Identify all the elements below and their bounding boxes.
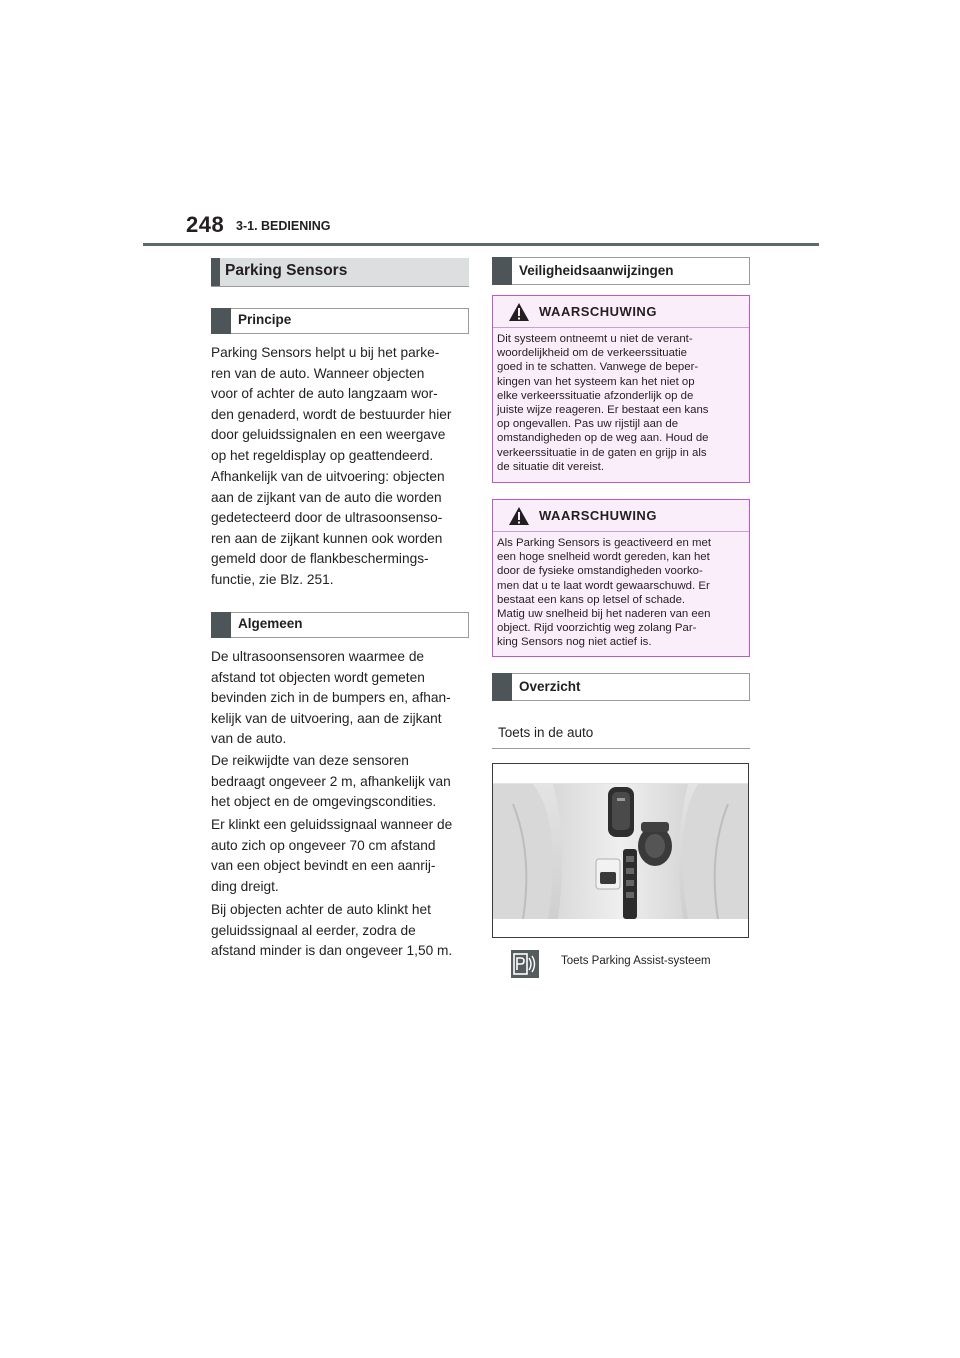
text-line: bestaat een kans op letsel of schade. xyxy=(497,593,686,606)
heading-bar xyxy=(492,257,512,285)
center-console-photo xyxy=(492,763,749,938)
text-line: een hoge snelheid wordt gereden, kan het xyxy=(497,551,710,564)
text-line: afstand tot objecten wordt gemeten xyxy=(211,669,425,685)
caption-parking-assist: Toets Parking Assist-systeem xyxy=(561,955,711,967)
text-line: bevinden zich in de bumpers en, afhan- xyxy=(211,690,451,705)
text-line: De ultrasoonsensoren waarmee de xyxy=(211,649,425,664)
heading-bar xyxy=(211,258,220,286)
parking-assist-button-icon xyxy=(511,950,539,978)
heading-rule xyxy=(492,748,750,749)
center-console-illustration xyxy=(493,764,748,937)
text-line: Afhankelijk van de uitvoering: objecten xyxy=(211,469,445,484)
paragraph-algemeen-2 xyxy=(211,751,476,813)
text-line: door de fysieke omstandigheden voorko- xyxy=(497,565,703,578)
text-line: door geluidssignalen en een weergave xyxy=(211,427,446,442)
paragraph-algemeen-4 xyxy=(211,900,476,962)
heading-text: Overzicht xyxy=(519,679,581,694)
section-title: 3-1. BEDIENING xyxy=(236,219,331,233)
text-line: voor of achter de auto langzaam wor- xyxy=(211,386,438,401)
text-line: omstandigheden op de weg aan. Houd de xyxy=(497,432,709,445)
text-line: ren aan de zijkant kunnen ook worden xyxy=(211,530,443,546)
text-line: gedetecteerd door de ultrasoonsenso- xyxy=(211,510,443,525)
text-line: juiste wijze reageren. Er bestaat een kans xyxy=(497,404,709,417)
heading-bar xyxy=(211,308,231,334)
text-line: men dat u te laat wordt gewaarschuwd. Er xyxy=(497,579,710,592)
text-line: ding dreigt. xyxy=(211,878,279,894)
heading-veiligheidsaanwijzingen xyxy=(492,257,750,285)
text-line: verkeerssituatie in de gaten en grijp in als xyxy=(497,446,707,459)
heading-parking-sensors xyxy=(211,258,469,287)
text-line: op het regeldisplay op geattendeerd. xyxy=(211,447,434,463)
paragraph-algemeen-1 xyxy=(211,647,476,750)
warning-title: WAARSCHUWING xyxy=(539,508,657,523)
text-line: woordelijkheid om de verkeerssituatie xyxy=(497,347,687,360)
text-line: De reikwijdte van deze sensoren xyxy=(211,753,409,768)
text-line: elke verkeerssituatie afzonderlijk op de xyxy=(497,389,694,402)
heading-bar xyxy=(211,612,231,638)
parking-assist-button-icon xyxy=(511,950,539,978)
text-line: Bij objecten achter de auto klinkt het xyxy=(211,902,431,917)
text-line: geluidssignaal al eerder, zodra de xyxy=(211,922,416,938)
text-line: den genaderd, wordt de bestuurder hier xyxy=(211,406,452,422)
warning-header xyxy=(493,296,749,328)
text-line: gemeld door de flankbeschermings- xyxy=(211,551,429,566)
text-line: Er klinkt een geluidssignaal wanneer de xyxy=(211,817,453,832)
warning-box-1 xyxy=(492,295,750,483)
warning-header xyxy=(493,500,749,532)
warning-box-2 xyxy=(492,499,750,657)
heading-text: Principe xyxy=(238,312,292,327)
text-line: kelijk van de uitvoering, aan de zijkant xyxy=(211,710,442,726)
warning-triangle-icon xyxy=(508,506,530,526)
text-line: afstand minder is dan ongeveer 1,50 m. xyxy=(211,943,453,958)
heading-text: Algemeen xyxy=(238,616,303,631)
warning-text xyxy=(497,332,743,474)
text-line: Als Parking Sensors is geactiveerd en met xyxy=(497,537,711,549)
warning-title: WAARSCHUWING xyxy=(539,304,657,319)
heading-text: Veiligheidsaanwijzingen xyxy=(519,263,674,278)
page-reference-link[interactable]: functie, zie Blz. 251. xyxy=(211,571,334,587)
text-line: Dit systeem ontneemt u niet de verant- xyxy=(497,333,693,345)
text-line: kingen van het systeem kan het niet op xyxy=(497,375,695,388)
text-line: van de auto. xyxy=(211,731,287,746)
header-divider xyxy=(143,243,819,246)
paragraph-algemeen-3 xyxy=(211,815,476,897)
heading-overzicht xyxy=(492,673,750,701)
text-line: het object en de omgevingscondities. xyxy=(211,794,437,809)
text-line: object. Rijd voorzichtig weg zolang Par- xyxy=(497,622,697,635)
text-line: Parking Sensors helpt u bij het parke- xyxy=(211,345,440,360)
paragraph-principe-2 xyxy=(211,467,476,590)
text-line: de situatie dit vereist. xyxy=(497,460,604,473)
page-number: 248 xyxy=(186,212,225,237)
text-line: Matig uw snelheid bij het naderen van een xyxy=(497,608,711,621)
text-line: op ongevallen. Pas uw rijstijl aan de xyxy=(497,418,679,431)
heading-algemeen xyxy=(211,612,469,638)
warning-text xyxy=(497,536,743,650)
text-line: king Sensors nog niet actief is. xyxy=(497,636,652,649)
heading-principe xyxy=(211,308,469,334)
heading-text: Parking Sensors xyxy=(225,262,348,279)
text-line: aan de zijkant van de auto die worden xyxy=(211,489,442,505)
text-line: ren van de auto. Wanneer objecten xyxy=(211,365,425,381)
text-line: van een object bevindt en een aanrij- xyxy=(211,858,436,873)
text-line: goed in te schatten. Vanwege de beper- xyxy=(497,361,699,374)
warning-triangle-icon xyxy=(508,302,530,322)
paragraph-principe-1 xyxy=(211,343,476,466)
heading-bar xyxy=(492,673,512,701)
text-line: auto zich op ongeveer 70 cm afstand xyxy=(211,837,436,853)
heading-toets-in-de-auto: Toets in de auto xyxy=(498,725,594,740)
text-line: bedraagt ongeveer 2 m, afhankelijk van xyxy=(211,773,451,789)
